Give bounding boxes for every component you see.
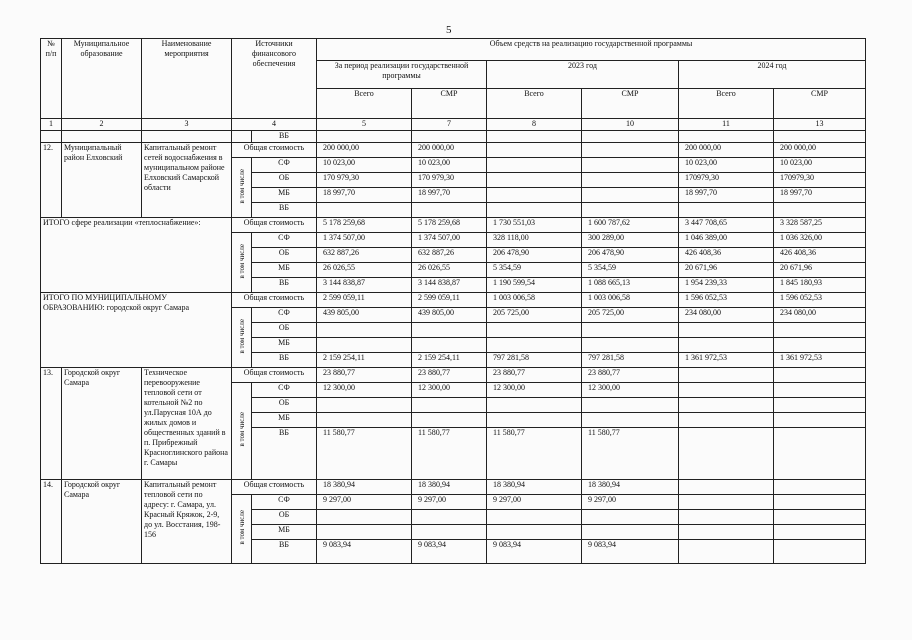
header-municipality: Муниципальное образование [62, 39, 142, 119]
value-cell [679, 338, 774, 353]
municipality-cell: Городской округ Самара [62, 368, 142, 480]
source-label: ОБ [252, 323, 317, 338]
value-cell: 439 805,00 [412, 308, 487, 323]
value-cell [679, 203, 774, 218]
value-cell: 2 159 254,11 [317, 353, 412, 368]
value-cell: 5 178 259,68 [317, 218, 412, 233]
value-cell: 26 026,55 [317, 263, 412, 278]
measure-cell: Техническое перевооружение тепловой сети от котельной №2 по ул.Парусная 10А до жилых домов и общественных зданий в п. Прибрежный Красноглинского района г. Самары [142, 368, 232, 480]
value-cell: 1 003 006,58 [487, 293, 582, 308]
value-cell: 9 297,00 [412, 495, 487, 510]
value-cell: 1 190 599,54 [487, 278, 582, 293]
value-cell: 10 023,00 [317, 158, 412, 173]
value-cell: 23 880,77 [487, 368, 582, 383]
value-cell [679, 383, 774, 398]
value-cell: 18 380,94 [317, 480, 412, 495]
value-cell [774, 413, 866, 428]
in-total-label [232, 158, 252, 218]
value-cell: 11 580,77 [487, 428, 582, 480]
in-total-label [232, 308, 252, 368]
municipality-cell: Муниципальный район Елховский [62, 143, 142, 218]
source-label: ОБ [252, 248, 317, 263]
source-label: Общая стоимость [232, 368, 317, 383]
page-number: 5 [446, 24, 452, 36]
value-cell: 2 599 059,11 [412, 293, 487, 308]
value-cell [679, 428, 774, 480]
header-year-2024: 2024 год [679, 61, 866, 89]
col-number: 4 [232, 119, 317, 131]
source-label: СФ [252, 158, 317, 173]
header-measure: Наименование мероприятия [142, 39, 232, 119]
value-cell: 1 036 326,00 [774, 233, 866, 248]
value-cell [582, 323, 679, 338]
source-label: Общая стоимость [232, 293, 317, 308]
header-period: За период реализации государственной программы [317, 61, 487, 89]
value-cell [412, 323, 487, 338]
value-cell: 170 979,30 [412, 173, 487, 188]
value-cell: 426 408,36 [774, 248, 866, 263]
row-number: 13. [41, 368, 62, 480]
value-cell: 2 599 059,11 [317, 293, 412, 308]
value-cell [582, 338, 679, 353]
value-cell [317, 338, 412, 353]
value-cell [774, 398, 866, 413]
row-number: 12. [41, 143, 62, 218]
value-cell [487, 158, 582, 173]
source-label: МБ [252, 413, 317, 428]
col-number: 10 [582, 119, 679, 131]
source-label: МБ [252, 338, 317, 353]
col-number: 5 [317, 119, 412, 131]
value-cell [317, 510, 412, 525]
measure-cell: Капитальный ремонт сетей водоснабжения в муниципальном районе Елховский Самарской области [142, 143, 232, 218]
col-number: 7 [412, 119, 487, 131]
value-cell [582, 173, 679, 188]
value-cell: 18 997,70 [317, 188, 412, 203]
value-cell [582, 525, 679, 540]
in-total-text: в том числе [237, 412, 246, 447]
value-cell [487, 323, 582, 338]
in-total-label [232, 233, 252, 293]
value-cell: 170 979,30 [317, 173, 412, 188]
value-cell: 9 083,94 [317, 540, 412, 564]
value-cell: 200 000,00 [412, 143, 487, 158]
value-cell [774, 368, 866, 383]
value-cell: 5 354,59 [582, 263, 679, 278]
header-num: № п/п [41, 39, 62, 119]
value-cell [317, 413, 412, 428]
value-cell: 1 374 507,00 [317, 233, 412, 248]
value-cell [412, 413, 487, 428]
in-total-text: в том числе [237, 318, 246, 354]
table-row [41, 480, 866, 495]
value-cell: 3 144 838,87 [317, 278, 412, 293]
municipality-cell: Городской округ Самара [62, 480, 142, 564]
value-cell: 5 178 259,68 [412, 218, 487, 233]
value-cell: 1 845 180,93 [774, 278, 866, 293]
source-label: МБ [252, 263, 317, 278]
value-cell [582, 188, 679, 203]
value-cell [774, 338, 866, 353]
value-cell: 20 671,96 [679, 263, 774, 278]
source-label: Общая стоимость [232, 143, 317, 158]
value-cell [317, 525, 412, 540]
value-cell: 1 361 972,53 [774, 353, 866, 368]
value-cell: 3 144 838,87 [412, 278, 487, 293]
value-cell: 12 300,00 [412, 383, 487, 398]
value-cell [774, 323, 866, 338]
col-number: 11 [679, 119, 774, 131]
value-cell: 200 000,00 [317, 143, 412, 158]
value-cell: 11 580,77 [412, 428, 487, 480]
header-smr: СМР [412, 89, 487, 119]
value-cell: 200 000,00 [679, 143, 774, 158]
col-number: 3 [142, 119, 232, 131]
in-total-text: в том числе [237, 168, 246, 204]
value-cell: 234 080,00 [774, 308, 866, 323]
value-cell: 18 380,94 [582, 480, 679, 495]
value-cell: 12 300,00 [487, 383, 582, 398]
source-label: ВБ [252, 278, 317, 293]
value-cell: 9 083,94 [412, 540, 487, 564]
value-cell: 18 380,94 [412, 480, 487, 495]
value-cell: 170979,30 [679, 173, 774, 188]
value-cell [679, 525, 774, 540]
value-cell [679, 368, 774, 383]
source-label: ВБ [252, 540, 317, 564]
source-label: ОБ [252, 510, 317, 525]
table-row [41, 218, 866, 233]
source-label: ВБ [252, 203, 317, 218]
value-cell [679, 495, 774, 510]
value-cell [582, 398, 679, 413]
value-cell: 3 447 708,65 [679, 218, 774, 233]
in-total-label [232, 383, 252, 480]
value-cell [317, 323, 412, 338]
value-cell [487, 188, 582, 203]
source-label: СФ [252, 308, 317, 323]
value-cell: 12 300,00 [317, 383, 412, 398]
value-cell [774, 428, 866, 480]
value-cell [317, 398, 412, 413]
value-cell: 18 997,70 [774, 188, 866, 203]
value-cell: 18 380,94 [487, 480, 582, 495]
value-cell: 9 297,00 [317, 495, 412, 510]
value-cell [412, 203, 487, 218]
value-cell: 12 300,00 [582, 383, 679, 398]
value-cell [679, 413, 774, 428]
value-cell [487, 398, 582, 413]
value-cell: 170979,30 [774, 173, 866, 188]
value-cell: 1 600 787,62 [582, 218, 679, 233]
value-cell: 797 281,58 [582, 353, 679, 368]
value-cell: 9 083,94 [582, 540, 679, 564]
value-cell: 11 580,77 [582, 428, 679, 480]
value-cell: 205 725,00 [582, 308, 679, 323]
value-cell: 9 083,94 [487, 540, 582, 564]
value-cell [412, 525, 487, 540]
value-cell: 26 026,55 [412, 263, 487, 278]
value-cell [487, 203, 582, 218]
value-cell: 23 880,77 [582, 368, 679, 383]
header-total: Всего [317, 89, 412, 119]
value-cell: 797 281,58 [487, 353, 582, 368]
value-cell [774, 383, 866, 398]
in-total-label [232, 495, 252, 564]
value-cell [679, 480, 774, 495]
value-cell [774, 540, 866, 564]
table-row [41, 293, 866, 308]
total-label: ИТОГО сфере реализации «теплоснабжение»: [41, 218, 232, 293]
value-cell: 206 478,90 [582, 248, 679, 263]
header-volume: Объем средств на реализацию государственной программы [317, 39, 866, 61]
in-total-text: в том числе [237, 243, 246, 279]
table-body [41, 143, 866, 564]
source-label: СФ [252, 383, 317, 398]
value-cell [679, 540, 774, 564]
value-cell: 632 887,26 [412, 248, 487, 263]
col-number: 2 [62, 119, 142, 131]
value-cell: 439 805,00 [317, 308, 412, 323]
value-cell: 1 596 052,53 [774, 293, 866, 308]
value-cell: 200 000,00 [774, 143, 866, 158]
header-total: Всего [487, 89, 582, 119]
value-cell: 1 046 389,00 [679, 233, 774, 248]
value-cell [774, 510, 866, 525]
value-cell [582, 203, 679, 218]
value-cell [582, 510, 679, 525]
value-cell: 2 159 254,11 [412, 353, 487, 368]
value-cell: 1 003 006,58 [582, 293, 679, 308]
value-cell: 23 880,77 [317, 368, 412, 383]
value-cell: 9 297,00 [582, 495, 679, 510]
value-cell [487, 173, 582, 188]
value-cell: 300 289,00 [582, 233, 679, 248]
value-cell: 1 596 052,53 [679, 293, 774, 308]
value-cell: 10 023,00 [412, 158, 487, 173]
value-cell: 205 725,00 [487, 308, 582, 323]
value-cell: 9 297,00 [487, 495, 582, 510]
value-cell: 1 374 507,00 [412, 233, 487, 248]
value-cell: 11 580,77 [317, 428, 412, 480]
table-row [41, 143, 866, 158]
value-cell: 1 954 239,33 [679, 278, 774, 293]
source-label: Общая стоимость [232, 218, 317, 233]
header-sources: Источники финансового обеспечения [232, 39, 317, 119]
header-smr: СМР [582, 89, 679, 119]
source-label: ВБ [252, 131, 317, 143]
value-cell [582, 413, 679, 428]
value-cell: 20 671,96 [774, 263, 866, 278]
value-cell: 426 408,36 [679, 248, 774, 263]
value-cell: 1 088 665,13 [582, 278, 679, 293]
source-label: ОБ [252, 398, 317, 413]
source-label: ОБ [252, 173, 317, 188]
header-smr: СМР [774, 89, 866, 119]
header-total: Всего [679, 89, 774, 119]
value-cell [487, 413, 582, 428]
source-label: ВБ [252, 428, 317, 480]
value-cell [487, 143, 582, 158]
col-number: 8 [487, 119, 582, 131]
value-cell [774, 480, 866, 495]
program-funding-table [40, 38, 866, 564]
value-cell: 18 997,70 [412, 188, 487, 203]
value-cell [774, 203, 866, 218]
value-cell [774, 525, 866, 540]
value-cell: 328 118,00 [487, 233, 582, 248]
value-cell: 1 730 551,03 [487, 218, 582, 233]
value-cell [487, 510, 582, 525]
source-label: СФ [252, 233, 317, 248]
measure-cell: Капитальный ремонт тепловой сети по адресу: г. Самара, ул. Красный Кряжок, 2-9, до ул. Восстания, 198-156 [142, 480, 232, 564]
value-cell [582, 158, 679, 173]
value-cell: 3 328 587,25 [774, 218, 866, 233]
value-cell [487, 338, 582, 353]
header-year-2023: 2023 год [487, 61, 679, 89]
value-cell [317, 203, 412, 218]
value-cell [412, 398, 487, 413]
value-cell [582, 143, 679, 158]
value-cell [412, 510, 487, 525]
value-cell [412, 338, 487, 353]
value-cell [679, 323, 774, 338]
source-label: СФ [252, 495, 317, 510]
total-label: ИТОГО ПО МУНИЦИПАЛЬНОМУ ОБРАЗОВАНИЮ: городской округ Самара [41, 293, 232, 368]
value-cell [679, 398, 774, 413]
value-cell [679, 510, 774, 525]
table-row [41, 368, 866, 383]
value-cell: 1 361 972,53 [679, 353, 774, 368]
row-number: 14. [41, 480, 62, 564]
source-label: ВБ [252, 353, 317, 368]
source-label: МБ [252, 188, 317, 203]
col-number: 13 [774, 119, 866, 131]
in-total-text: в том числе [237, 510, 246, 545]
source-label: МБ [252, 525, 317, 540]
value-cell [774, 495, 866, 510]
value-cell: 23 880,77 [412, 368, 487, 383]
value-cell: 206 478,90 [487, 248, 582, 263]
source-label: Общая стоимость [232, 480, 317, 495]
value-cell: 632 887,26 [317, 248, 412, 263]
value-cell: 10 023,00 [679, 158, 774, 173]
value-cell [487, 525, 582, 540]
value-cell: 18 997,70 [679, 188, 774, 203]
col-number: 1 [41, 119, 62, 131]
value-cell: 5 354,59 [487, 263, 582, 278]
value-cell: 234 080,00 [679, 308, 774, 323]
value-cell: 10 023,00 [774, 158, 866, 173]
